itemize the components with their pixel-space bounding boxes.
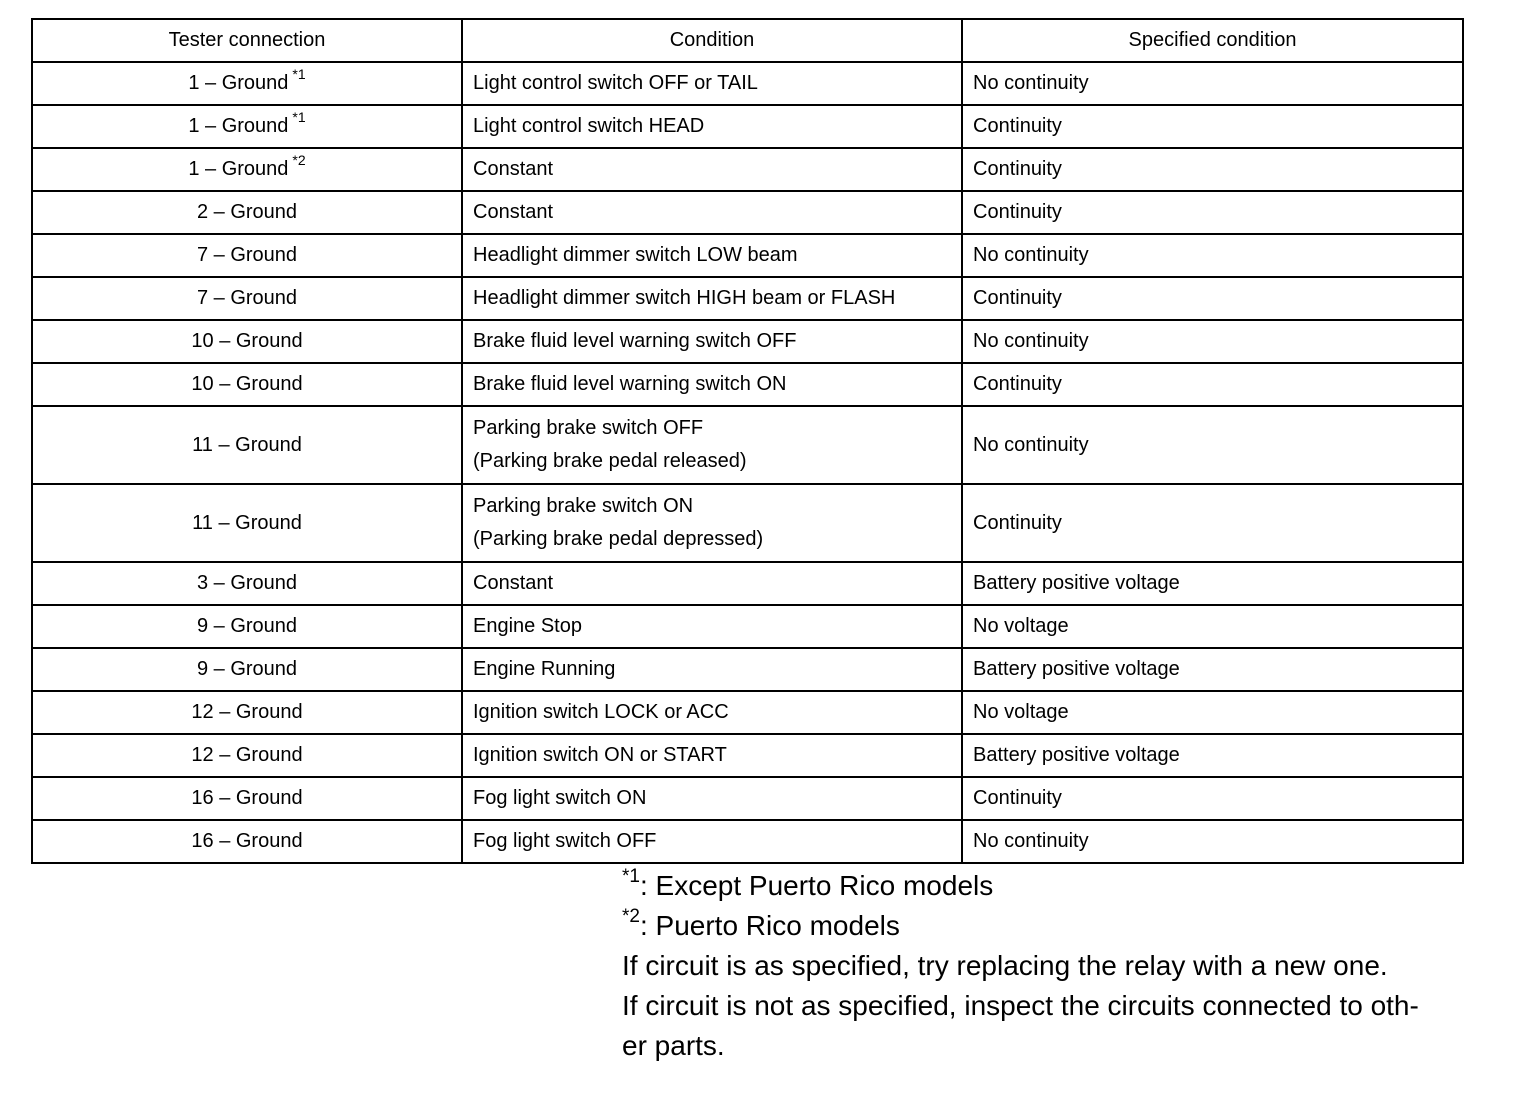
notes-section [622, 866, 1472, 1066]
cell-condition [462, 691, 962, 734]
instruction-line-3: er parts. [622, 1030, 725, 1061]
tester-connection-text: 1 – Ground [188, 158, 289, 180]
cell-condition [462, 363, 962, 406]
cell-condition [462, 777, 962, 820]
relay-inspection-table [31, 18, 1464, 864]
condition-text: Constant [473, 572, 554, 594]
cell-specified-condition: No continuity [962, 406, 1463, 484]
cell-condition [462, 105, 962, 148]
table-row [32, 234, 1463, 277]
cell-tester-connection [32, 62, 462, 105]
table-row [32, 777, 1463, 820]
header-condition: Condition [462, 19, 962, 62]
table-row [32, 105, 1463, 148]
cell-specified-condition: No voltage [962, 691, 1463, 734]
condition-text: Headlight dimmer switch HIGH beam or FLASH [473, 287, 896, 309]
table-row [32, 648, 1463, 691]
cell-condition [462, 562, 962, 605]
condition-text: Fog light switch OFF [473, 830, 657, 852]
cell-specified-condition: Continuity [962, 148, 1463, 191]
cell-specified-condition: No continuity [962, 320, 1463, 363]
cell-condition [462, 484, 962, 562]
table-row [32, 605, 1463, 648]
tester-connection-text: 11 – Ground [192, 511, 302, 534]
condition-text: Ignition switch LOCK or ACC [473, 701, 729, 723]
table-row [32, 562, 1463, 605]
footnote-ref: *1 [292, 66, 306, 83]
condition-text: Light control switch OFF or TAIL [473, 72, 758, 94]
cell-specified-condition: No continuity [962, 820, 1463, 863]
table-row [32, 734, 1463, 777]
cell-tester-connection [32, 234, 462, 277]
tester-connection-text: 3 – Ground [196, 572, 298, 594]
cell-condition [462, 820, 962, 863]
cell-condition [462, 648, 962, 691]
tester-connection-text: 7 – Ground [196, 244, 298, 266]
tester-connection-text: 16 – Ground [191, 830, 303, 852]
cell-specified-condition: Battery positive voltage [962, 648, 1463, 691]
table-row [32, 820, 1463, 863]
footnote-1-mark: *1 [622, 865, 640, 887]
cell-tester-connection [32, 484, 462, 562]
tester-connection-text: 10 – Ground [191, 330, 303, 352]
cell-condition [462, 320, 962, 363]
table-row [32, 484, 1463, 562]
cell-tester-connection [32, 648, 462, 691]
condition-text: Parking brake switch ON [473, 495, 694, 517]
footnote-1-text: : Except Puerto Rico models [639, 870, 994, 901]
condition-text: Fog light switch ON [473, 787, 647, 809]
cell-specified-condition: No continuity [962, 62, 1463, 105]
cell-tester-connection [32, 406, 462, 484]
cell-specified-condition: Continuity [962, 777, 1463, 820]
cell-tester-connection [32, 191, 462, 234]
tester-connection-text: 10 – Ground [191, 373, 303, 395]
instruction-line-1: If circuit is as specified, try replacing the relay with a new one. [622, 950, 1388, 981]
tester-connection-text: 11 – Ground [192, 433, 302, 456]
table-row [32, 191, 1463, 234]
condition-text: Headlight dimmer switch LOW beam [473, 244, 798, 266]
cell-specified-condition: Continuity [962, 105, 1463, 148]
cell-tester-connection [32, 105, 462, 148]
cell-condition [462, 277, 962, 320]
cell-specified-condition: Continuity [962, 484, 1463, 562]
cell-tester-connection [32, 148, 462, 191]
condition-text: (Parking brake pedal released) [473, 450, 747, 472]
condition-text: Light control switch HEAD [473, 115, 705, 137]
condition-text: Engine Stop [473, 615, 582, 637]
tester-connection-text: 1 – Ground [188, 72, 289, 94]
condition-text: Constant [473, 201, 554, 223]
tester-connection-text: 12 – Ground [191, 744, 303, 766]
header-specified-condition: Specified condition [962, 19, 1463, 62]
cell-condition [462, 234, 962, 277]
cell-specified-condition: Continuity [962, 363, 1463, 406]
condition-text: Constant [473, 158, 554, 180]
condition-text: Engine Running [473, 658, 616, 680]
cell-specified-condition: Continuity [962, 191, 1463, 234]
cell-condition [462, 605, 962, 648]
tester-connection-text: 1 – Ground [188, 115, 289, 137]
condition-text: Parking brake switch OFF [473, 417, 704, 439]
condition-text: Ignition switch ON or START [473, 744, 727, 766]
cell-specified-condition: No voltage [962, 605, 1463, 648]
cell-condition [462, 406, 962, 484]
tester-connection-text: 16 – Ground [191, 787, 303, 809]
cell-tester-connection [32, 277, 462, 320]
cell-condition [462, 734, 962, 777]
table-row [32, 277, 1463, 320]
cell-specified-condition: No continuity [962, 234, 1463, 277]
condition-text: Brake fluid level warning switch ON [473, 373, 787, 395]
table-row [32, 320, 1463, 363]
cell-tester-connection [32, 777, 462, 820]
tester-connection-text: 7 – Ground [196, 287, 298, 309]
cell-tester-connection [32, 734, 462, 777]
tester-connection-text: 2 – Ground [196, 201, 298, 223]
table-row [32, 406, 1463, 484]
table-row [32, 148, 1463, 191]
cell-tester-connection [32, 320, 462, 363]
table-row [32, 62, 1463, 105]
cell-condition [462, 62, 962, 105]
footnote-2-mark: *2 [622, 905, 640, 927]
condition-text: (Parking brake pedal depressed) [473, 528, 764, 550]
footnote-2 [622, 906, 1472, 946]
tester-connection-text: 9 – Ground [196, 615, 298, 637]
footnote-ref: *2 [292, 152, 306, 169]
tester-connection-text: 12 – Ground [191, 701, 303, 723]
table-header-row [32, 19, 1463, 62]
cell-specified-condition: Battery positive voltage [962, 562, 1463, 605]
table-row [32, 691, 1463, 734]
cell-specified-condition: Continuity [962, 277, 1463, 320]
cell-tester-connection [32, 820, 462, 863]
cell-tester-connection [32, 562, 462, 605]
condition-text: Brake fluid level warning switch OFF [473, 330, 797, 352]
cell-tester-connection [32, 605, 462, 648]
instruction-line-2: If circuit is not as specified, inspect the circuits connected to oth- [622, 990, 1419, 1021]
cell-tester-connection [32, 691, 462, 734]
footnote-1 [622, 866, 1472, 906]
table-row [32, 363, 1463, 406]
cell-condition [462, 191, 962, 234]
footnote-2-text: : Puerto Rico models [639, 910, 900, 941]
cell-condition [462, 148, 962, 191]
cell-specified-condition: Battery positive voltage [962, 734, 1463, 777]
header-tester-connection: Tester connection [32, 19, 462, 62]
tester-connection-text: 9 – Ground [196, 658, 298, 680]
cell-tester-connection [32, 363, 462, 406]
footnote-ref: *1 [292, 109, 306, 126]
